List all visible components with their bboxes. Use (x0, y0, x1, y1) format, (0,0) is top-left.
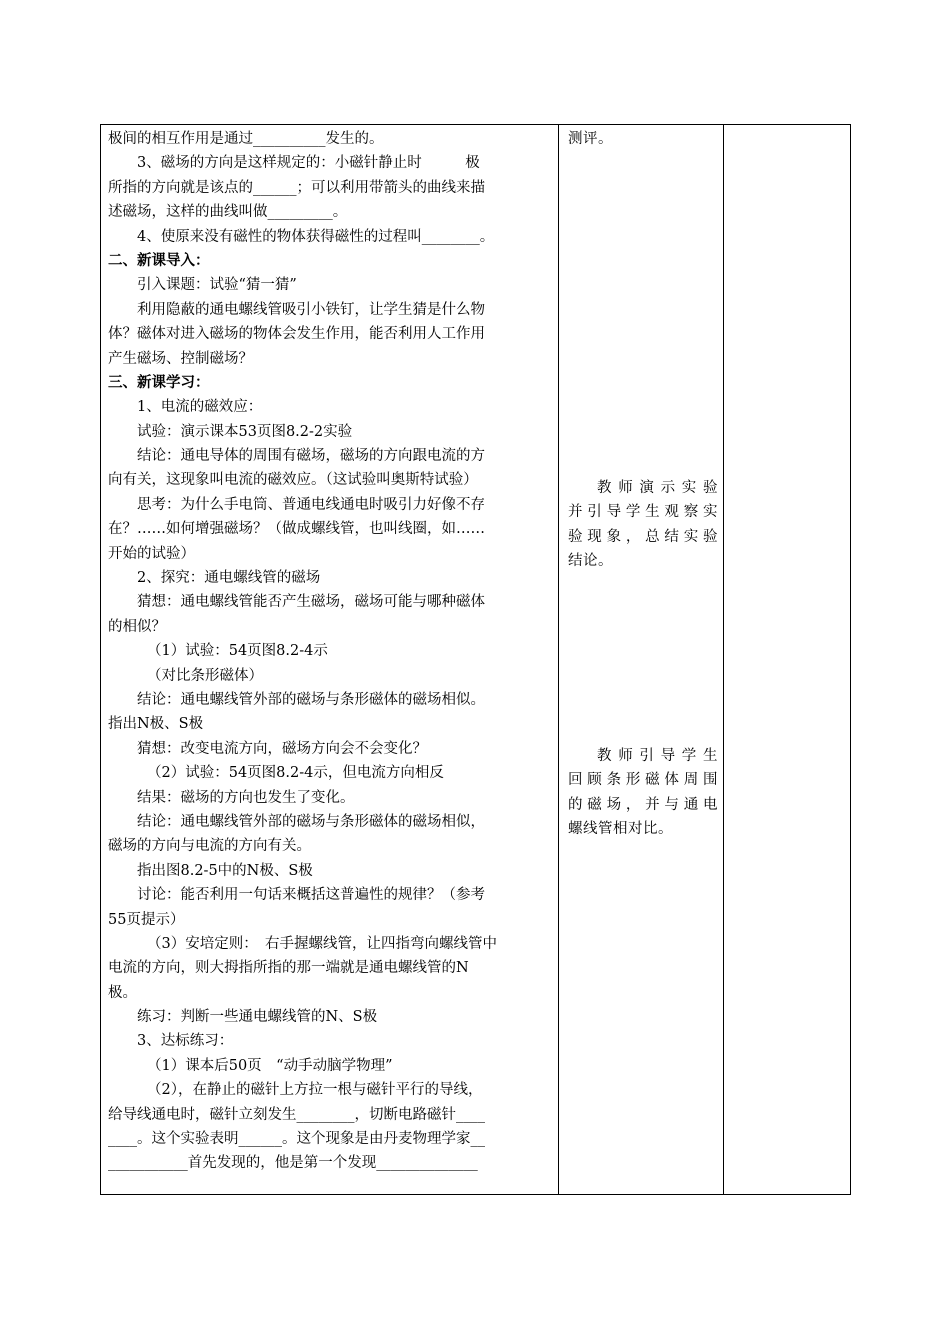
content-line: 讨论：能否利用一句话来概括这普遍性的规律？（参考 (137, 887, 485, 904)
content-line: 产生磁场、控制磁场？ (108, 350, 253, 367)
content-line: 思考：为什么手电筒、普通电线通电时吸引力好像不存 (137, 496, 485, 513)
content-line: 电流的方向，则大拇指所指的那一端就是通电螺线管的N (108, 960, 469, 977)
content-line: 指出N极、S极 (108, 716, 204, 733)
notes-line: 验现象，总结实验 (568, 528, 718, 545)
notes-line: 的磁场，并与通电 (568, 796, 718, 813)
notes-line: 并引导学生观察实 (568, 504, 718, 521)
content-line: 2、探究：通电螺线管的磁场 (137, 570, 321, 587)
content-line: 磁场的方向与电流的方向有关。 (108, 838, 311, 855)
content-line: 练习：判断一些通电螺线管的N、S极 (137, 1009, 378, 1026)
content-line: 3、达标练习： (137, 1033, 234, 1050)
content-line: 开始的试验） (108, 545, 195, 562)
content-line: （对比条形磁体） (147, 667, 263, 684)
lesson-table (100, 124, 851, 1195)
content-line: 1、电流的磁效应： (137, 399, 263, 416)
content-line: （2）试验：54页图8.2-4示，但电流方向相反 (147, 765, 444, 782)
notes-line: 回顾条形磁体周围 (568, 772, 718, 789)
blank-column (724, 125, 850, 1194)
content-line: （1）试验：54页图8.2-4示 (147, 643, 328, 660)
content-line: 试验：演示课本53页图8.2-2实验 (137, 423, 353, 440)
notes-block-compare (568, 744, 718, 842)
section-heading: 三、新课学习： (108, 374, 210, 391)
content-line: （1）课本后50页 “动手动脑学物理” (147, 1057, 393, 1074)
content-line: 猜想：通电螺线管能否产生磁场，磁场可能与哪种磁体 (137, 594, 485, 611)
notes-top (568, 127, 718, 151)
teaching-content-column (101, 125, 559, 1194)
content-line: 结果：磁场的方向也发生了变化。 (137, 789, 355, 806)
content-line: （3）安培定则： 右手握螺线管，让四指弯向螺线管中 (147, 935, 497, 952)
teacher-notes-column (559, 125, 724, 1194)
notes-block-demo (568, 476, 718, 574)
content-line: 极。 (108, 984, 137, 1001)
content-line: 3、磁场的方向是这样规定的：小磁针静止时 极 (137, 155, 480, 172)
content-line: 给导线通电时，磁针立刻发生________，切断电路磁针____ (108, 1106, 485, 1123)
content-line: ____。这个实验表明______。这个现象是由丹麦物理学家__ (108, 1131, 485, 1148)
content-line: 所指的方向就是该点的______；可以利用带箭头的曲线来描 (108, 179, 485, 196)
content-line: （2），在静止的磁针上方拉一根与磁针平行的导线， (147, 1082, 483, 1099)
section-heading: 二、新课导入： (108, 252, 210, 269)
content-line: 55页提示） (108, 911, 185, 928)
content-line: 结论：通电导体的周围有磁场，磁场的方向跟电流的方 (137, 448, 485, 465)
content-line: 的相似？ (108, 618, 166, 635)
notes-top-text: 测评。 (568, 131, 613, 147)
notes-line: 教师引导学生 (597, 748, 718, 764)
content-line: 利用隐蔽的通电螺线管吸引小铁钉，让学生猜是什么物 (137, 301, 485, 318)
content-line: 猜想：改变电流方向，磁场方向会不会变化？ (137, 740, 427, 757)
content-line: 4、使原来没有磁性的物体获得磁性的过程叫________。 (137, 228, 495, 245)
content-line: 指出图8.2-5中的N极、S极 (137, 862, 313, 879)
content-line: 极间的相互作用是通过__________发生的。 (108, 131, 384, 147)
content-line: 引入课题：试验“猜一猜” (137, 277, 297, 294)
notes-line: 螺线管相对比。 (568, 821, 673, 838)
notes-line: 教师演示实验 (597, 480, 718, 496)
content-line: 结论：通电螺线管外部的磁场与条形磁体的磁场相似。 (137, 691, 485, 708)
content-line: 结论：通电螺线管外部的磁场与条形磁体的磁场相似， (137, 813, 485, 830)
content-line: 体？磁体对进入磁场的物体会发生作用，能否利用人工作用 (108, 326, 485, 343)
content-line: 在？……如何增强磁场？（做成螺线管，也叫线圈，如…… (108, 521, 485, 538)
content-line: 向有关，这现象叫电流的磁效应。（这试验叫奥斯特试验） (108, 472, 478, 489)
content-line: ___________首先发现的，他是第一个发现______________ (108, 1155, 478, 1172)
content-line: 述磁场，这样的曲线叫做_________。 (108, 204, 348, 221)
notes-line: 结论。 (568, 553, 613, 570)
